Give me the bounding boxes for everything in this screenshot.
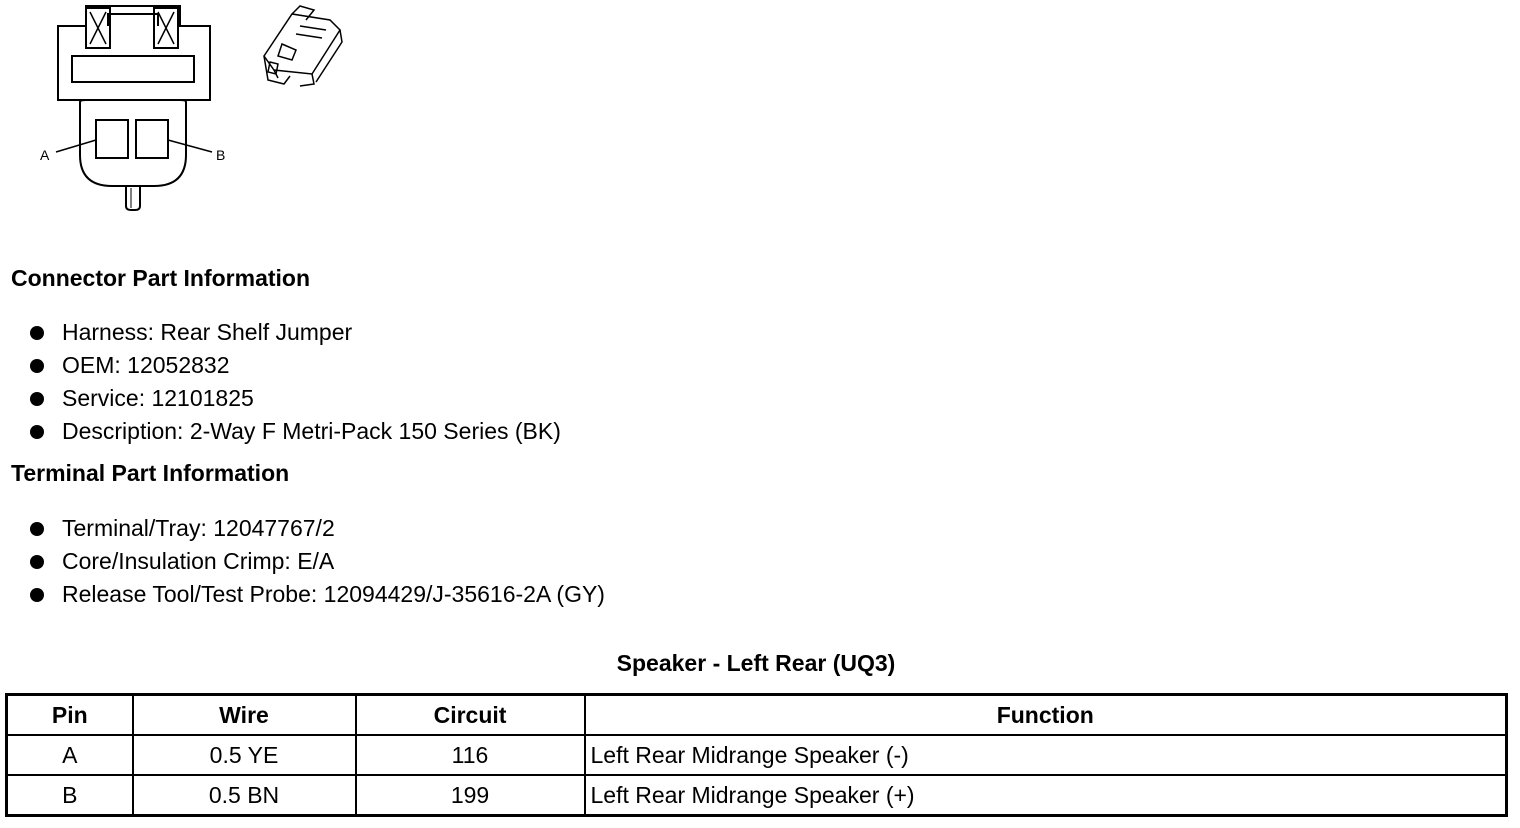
bullet-icon — [30, 392, 44, 406]
pin-b-label: B — [216, 147, 226, 163]
terminal-part-heading: Terminal Part Information — [11, 460, 290, 486]
bullet-icon — [30, 588, 44, 602]
column-header-wire: Wire — [133, 695, 356, 736]
wire-cell: 0.5 BN — [133, 775, 356, 816]
connector-face-drawing — [0, 0, 360, 220]
pin-cell: A — [7, 735, 133, 775]
pin-cell: B — [7, 775, 133, 816]
circuit-cell: 116 — [356, 735, 585, 775]
pinout-table — [5, 693, 1508, 817]
circuit-cell: 199 — [356, 775, 585, 816]
list-item: Release Tool/Test Probe: 12094429/J-35616-2A (GY) — [30, 578, 605, 611]
list-item: Core/Insulation Crimp: E/A — [30, 545, 605, 578]
list-item: Harness: Rear Shelf Jumper — [30, 316, 561, 349]
table-row — [7, 735, 1507, 775]
bullet-icon — [30, 555, 44, 569]
list-item: Terminal/Tray: 12047767/2 — [30, 512, 605, 545]
list-item: Description: 2-Way F Metri-Pack 150 Series (BK) — [30, 415, 561, 448]
function-cell: Left Rear Midrange Speaker (+) — [585, 775, 1507, 816]
bullet-icon — [30, 326, 44, 340]
bullet-icon — [30, 359, 44, 373]
connector-part-heading: Connector Part Information — [11, 265, 311, 291]
table-row — [7, 775, 1507, 816]
connector-part-list — [30, 316, 561, 448]
list-item: Service: 12101825 — [30, 382, 561, 415]
column-header-pin: Pin — [7, 695, 133, 736]
pin-a-label: A — [40, 147, 50, 163]
connector-diagram — [0, 0, 360, 220]
list-item: OEM: 12052832 — [30, 349, 561, 382]
column-header-function: Function — [585, 695, 1507, 736]
bullet-icon — [30, 522, 44, 536]
connector-isometric-drawing — [264, 6, 342, 86]
column-header-circuit: Circuit — [356, 695, 585, 736]
table-header-row — [7, 695, 1507, 736]
bullet-icon — [30, 425, 44, 439]
terminal-part-list — [30, 512, 605, 611]
table-title: Speaker - Left Rear (UQ3) — [616, 650, 896, 676]
function-cell: Left Rear Midrange Speaker (-) — [585, 735, 1507, 775]
wire-cell: 0.5 YE — [133, 735, 356, 775]
